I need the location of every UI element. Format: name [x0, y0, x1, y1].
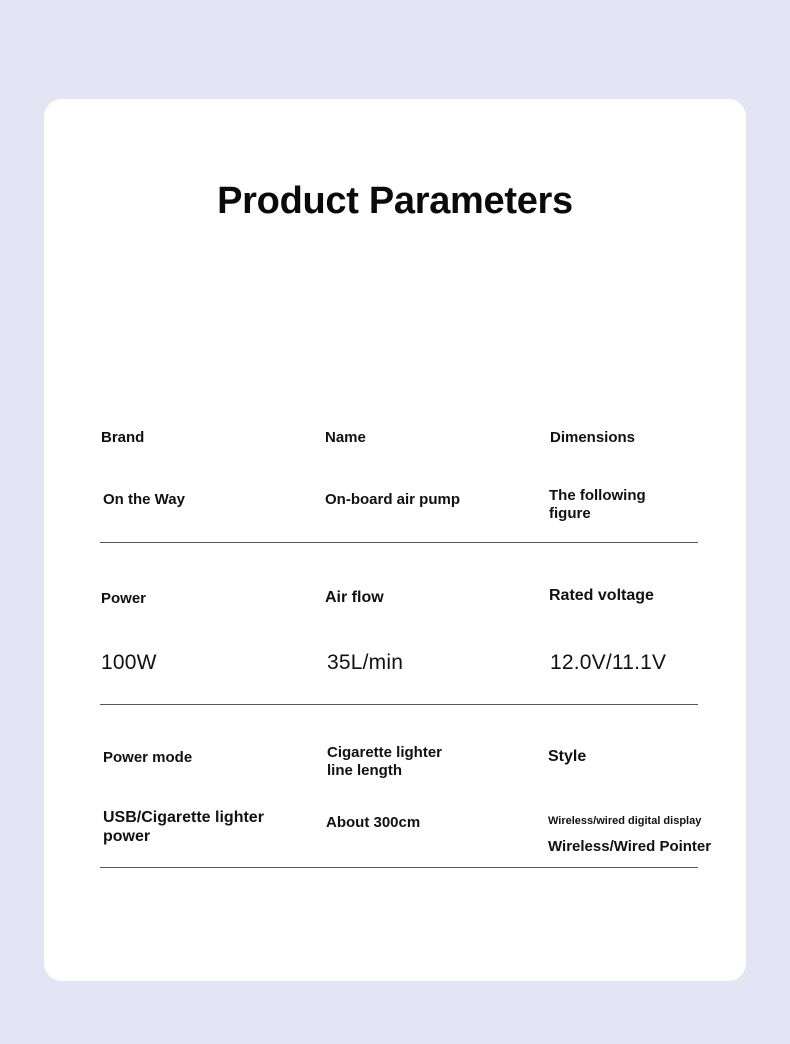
label-brand: Brand — [101, 429, 145, 446]
label-name: Name — [325, 429, 366, 446]
label-air-flow: Air flow — [325, 589, 384, 606]
value-style-pointer: Wireless/Wired Pointer — [548, 838, 712, 855]
value-power: 100W — [101, 651, 157, 674]
label-power: Power — [101, 590, 147, 607]
label-power-mode: Power mode — [103, 749, 193, 766]
label-style: Style — [548, 748, 587, 765]
value-dimensions: The following figure — [549, 487, 646, 522]
value-style-display: Wireless/wired digital display — [548, 815, 702, 827]
label-dimensions: Dimensions — [550, 429, 636, 446]
page-title: Product Parameters — [217, 180, 573, 222]
row-divider — [100, 867, 698, 868]
value-power-mode: USB/Cigarette lighter power — [103, 809, 264, 845]
row-divider — [100, 542, 698, 543]
value-air-flow: 35L/min — [327, 651, 404, 674]
value-rated-voltage: 12.0V/11.1V — [550, 651, 667, 674]
row-divider — [100, 704, 698, 705]
value-brand: On the Way — [103, 491, 185, 508]
value-name: On-board air pump — [325, 491, 460, 508]
label-lighter-line-length: Cigarette lighter line length — [327, 744, 443, 779]
value-lighter-line-length: About 300cm — [326, 814, 421, 831]
label-rated-voltage: Rated voltage — [549, 587, 654, 604]
